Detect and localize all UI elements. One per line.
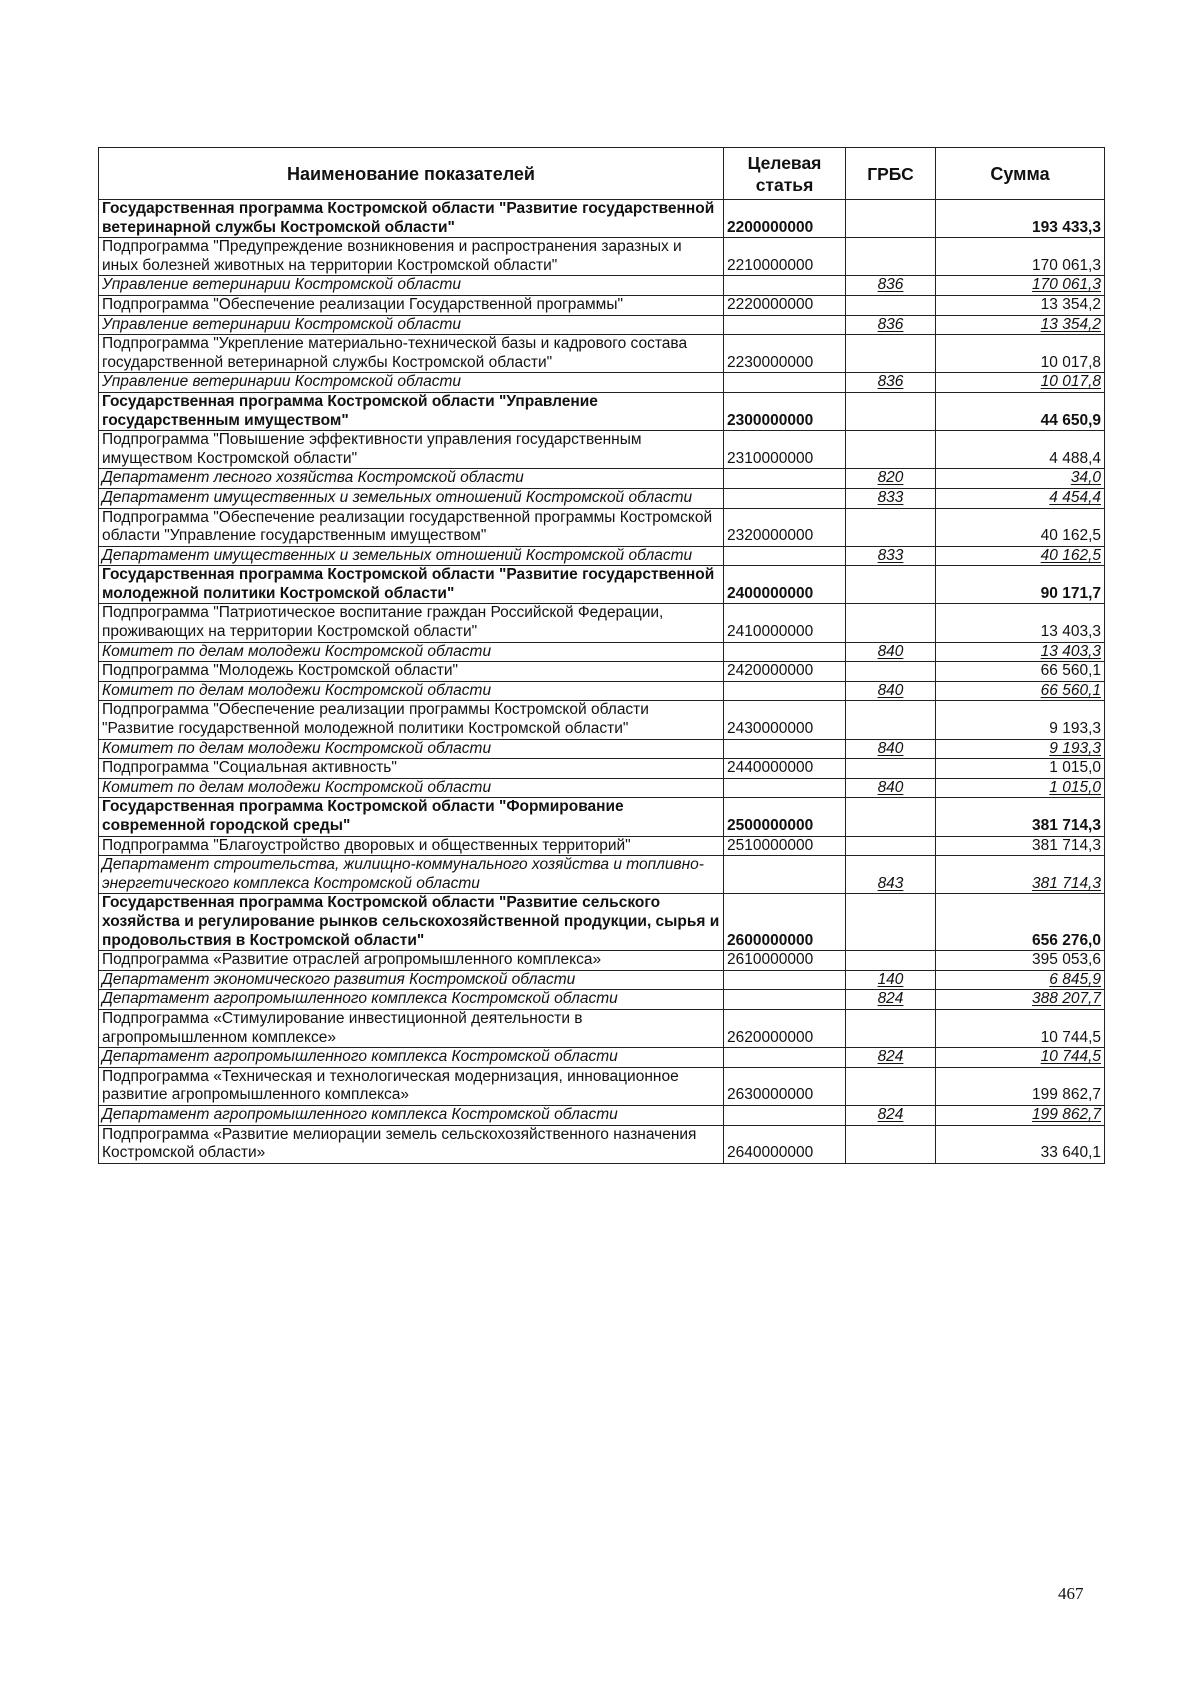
cell-sum: 10 017,8 (936, 373, 1105, 393)
table-row-subprogram (99, 662, 1105, 682)
table-row-subprogram (99, 604, 1105, 642)
cell-sum: 388 207,7 (936, 990, 1105, 1010)
cell-name: Департамент агропромышленного комплекса Костромской области (99, 1105, 724, 1125)
cell-sum: 4 488,4 (936, 431, 1105, 469)
table-row-department (99, 546, 1105, 566)
cell-grbs: 833 (846, 488, 936, 508)
cell-grbs (846, 1009, 936, 1047)
cell-target-article (724, 373, 846, 393)
cell-name: Государственная программа Костромской области "Формирование современной городской среды" (99, 798, 724, 836)
cell-name: Управление ветеринарии Костромской области (99, 373, 724, 393)
cell-target-article (724, 546, 846, 566)
cell-sum: 10 744,5 (936, 1009, 1105, 1047)
cell-sum: 66 560,1 (936, 662, 1105, 682)
cell-sum: 4 454,4 (936, 488, 1105, 508)
cell-name: Подпрограмма "Патриотическое воспитание граждан Российской Федерации, проживающих на территории Костромской области" (99, 604, 724, 642)
cell-sum: 199 862,7 (936, 1067, 1105, 1105)
cell-sum: 9 193,3 (936, 701, 1105, 739)
cell-name: Государственная программа Костромской области "Развитие государственной ветеринарной службы Костромской области" (99, 200, 724, 238)
cell-name: Государственная программа Костромской области "Управление государственным имуществом" (99, 392, 724, 430)
cell-grbs (846, 335, 936, 373)
cell-target-article (724, 276, 846, 296)
cell-name: Подпрограмма "Повышение эффективности управления государственным имуществом Костромской области" (99, 431, 724, 469)
cell-name: Подпрограмма "Обеспечение реализации Государственной программы" (99, 295, 724, 315)
cell-sum: 66 560,1 (936, 681, 1105, 701)
cell-grbs (846, 662, 936, 682)
cell-target-article: 2220000000 (724, 295, 846, 315)
table-row-program (99, 798, 1105, 836)
cell-target-article (724, 488, 846, 508)
cell-grbs (846, 392, 936, 430)
cell-sum: 90 171,7 (936, 566, 1105, 604)
cell-target-article: 2440000000 (724, 759, 846, 779)
table-row-subprogram (99, 759, 1105, 779)
cell-target-article (724, 778, 846, 798)
cell-grbs: 824 (846, 990, 936, 1010)
cell-sum: 170 061,3 (936, 238, 1105, 276)
cell-name: Подпрограмма "Обеспечение реализации программы Костромской области "Развитие государственной молодежной политики Костромской области" (99, 701, 724, 739)
cell-grbs (846, 1125, 936, 1163)
table-body (99, 200, 1105, 1164)
cell-target-article (724, 315, 846, 335)
cell-grbs (846, 604, 936, 642)
cell-grbs (846, 951, 936, 971)
cell-target-article (724, 1048, 846, 1068)
cell-target-article: 2420000000 (724, 662, 846, 682)
cell-sum: 395 053,6 (936, 951, 1105, 971)
cell-grbs: 836 (846, 276, 936, 296)
cell-grbs (846, 798, 936, 836)
table-row-department (99, 488, 1105, 508)
cell-name: Комитет по делам молодежи Костромской области (99, 642, 724, 662)
cell-name: Департамент лесного хозяйства Костромской области (99, 469, 724, 489)
cell-target-article (724, 856, 846, 894)
table-row-subprogram (99, 1125, 1105, 1163)
cell-name: Департамент агропромышленного комплекса Костромской области (99, 990, 724, 1010)
cell-grbs (846, 894, 936, 951)
cell-grbs: 840 (846, 778, 936, 798)
table-row-department (99, 856, 1105, 894)
cell-grbs: 836 (846, 373, 936, 393)
table-row-subprogram (99, 1009, 1105, 1047)
header-grbs: ГРБС (846, 148, 936, 200)
cell-name: Государственная программа Костромской области "Развитие государственной молодежной политики Костромской области" (99, 566, 724, 604)
cell-sum: 13 403,3 (936, 642, 1105, 662)
cell-grbs (846, 701, 936, 739)
cell-sum: 9 193,3 (936, 739, 1105, 759)
cell-target-article: 2320000000 (724, 508, 846, 546)
cell-name: Подпрограмма "Социальная активность" (99, 759, 724, 779)
cell-name: Подпрограмма «Стимулирование инвестиционной деятельности в агропромышленном комплексе» (99, 1009, 724, 1047)
cell-sum: 44 650,9 (936, 392, 1105, 430)
cell-name: Подпрограмма "Укрепление материально-технической базы и кадрового состава государственной ветеринарной службы Костромской области" (99, 335, 724, 373)
table-header-row (99, 148, 1105, 200)
cell-sum: 6 845,9 (936, 970, 1105, 990)
cell-sum: 10 017,8 (936, 335, 1105, 373)
table-row-subprogram (99, 238, 1105, 276)
table-row-subprogram (99, 836, 1105, 856)
cell-sum: 13 403,3 (936, 604, 1105, 642)
table-row-subprogram (99, 701, 1105, 739)
table-row-department (99, 1105, 1105, 1125)
cell-name: Комитет по делам молодежи Костромской области (99, 778, 724, 798)
cell-name: Департамент имущественных и земельных отношений Костромской области (99, 546, 724, 566)
cell-target-article: 2410000000 (724, 604, 846, 642)
cell-sum: 13 354,2 (936, 315, 1105, 335)
table-row-department (99, 1048, 1105, 1068)
cell-target-article: 2430000000 (724, 701, 846, 739)
table-row-department (99, 315, 1105, 335)
cell-sum: 199 862,7 (936, 1105, 1105, 1125)
cell-sum: 40 162,5 (936, 546, 1105, 566)
cell-target-article: 2610000000 (724, 951, 846, 971)
cell-grbs: 843 (846, 856, 936, 894)
cell-grbs (846, 836, 936, 856)
cell-sum: 33 640,1 (936, 1125, 1105, 1163)
table-row-department (99, 681, 1105, 701)
cell-target-article: 2230000000 (724, 335, 846, 373)
table-row-subprogram (99, 295, 1105, 315)
cell-grbs: 833 (846, 546, 936, 566)
cell-grbs (846, 200, 936, 238)
cell-target-article: 2640000000 (724, 1125, 846, 1163)
cell-name: Департамент строительства, жилищно-коммунального хозяйства и топливно-энергетического комплекса Костромской области (99, 856, 724, 894)
cell-grbs: 840 (846, 642, 936, 662)
table-row-department (99, 373, 1105, 393)
cell-sum: 193 433,3 (936, 200, 1105, 238)
budget-table (98, 147, 1105, 1164)
table-row-department (99, 970, 1105, 990)
cell-grbs: 140 (846, 970, 936, 990)
cell-name: Комитет по делам молодежи Костромской области (99, 739, 724, 759)
cell-target-article (724, 990, 846, 1010)
cell-target-article (724, 970, 846, 990)
cell-name: Подпрограмма "Предупреждение возникновения и распространения заразных и иных болезней животных на территории Костромской области" (99, 238, 724, 276)
cell-grbs (846, 759, 936, 779)
table-row-subprogram (99, 951, 1105, 971)
cell-target-article: 2620000000 (724, 1009, 846, 1047)
cell-name: Подпрограмма «Техническая и технологическая модернизация, инновационное развитие агропромышленного комплекса» (99, 1067, 724, 1105)
table-row-program (99, 894, 1105, 951)
cell-target-article: 2200000000 (724, 200, 846, 238)
cell-name: Подпрограмма "Обеспечение реализации государственной программы Костромской области "Управление государственным имуществом" (99, 508, 724, 546)
cell-target-article (724, 739, 846, 759)
cell-name: Управление ветеринарии Костромской области (99, 315, 724, 335)
cell-sum: 1 015,0 (936, 759, 1105, 779)
cell-target-article: 2310000000 (724, 431, 846, 469)
cell-name: Департамент агропромышленного комплекса Костромской области (99, 1048, 724, 1068)
cell-grbs: 824 (846, 1105, 936, 1125)
cell-grbs: 840 (846, 739, 936, 759)
cell-target-article: 2210000000 (724, 238, 846, 276)
cell-sum: 40 162,5 (936, 508, 1105, 546)
table-row-department (99, 778, 1105, 798)
header-target-article: Целевая статья (724, 148, 846, 200)
cell-grbs (846, 508, 936, 546)
cell-name: Комитет по делам молодежи Костромской области (99, 681, 724, 701)
cell-name: Государственная программа Костромской области "Развитие сельского хозяйства и регулирование рынков сельскохозяйственной продукции, сырья и продовольствия в Костромской области" (99, 894, 724, 951)
header-sum: Сумма (936, 148, 1105, 200)
cell-name: Подпрограмма «Развитие мелиорации земель сельскохозяйственного назначения Костромской области» (99, 1125, 724, 1163)
cell-grbs: 840 (846, 681, 936, 701)
table-row-department (99, 642, 1105, 662)
cell-name: Управление ветеринарии Костромской области (99, 276, 724, 296)
table-row-program (99, 392, 1105, 430)
header-name: Наименование показателей (99, 148, 724, 200)
cell-name: Подпрограмма "Молодежь Костромской области" (99, 662, 724, 682)
cell-target-article: 2400000000 (724, 566, 846, 604)
table-row-subprogram (99, 335, 1105, 373)
cell-sum: 34,0 (936, 469, 1105, 489)
cell-sum: 10 744,5 (936, 1048, 1105, 1068)
cell-grbs (846, 295, 936, 315)
table-row-department (99, 276, 1105, 296)
cell-sum: 656 276,0 (936, 894, 1105, 951)
cell-target-article (724, 469, 846, 489)
table-row-subprogram (99, 431, 1105, 469)
cell-grbs (846, 238, 936, 276)
table-row-program (99, 200, 1105, 238)
cell-sum: 381 714,3 (936, 836, 1105, 856)
cell-sum: 170 061,3 (936, 276, 1105, 296)
cell-grbs (846, 431, 936, 469)
cell-name: Подпрограмма «Развитие отраслей агропромышленного комплекса» (99, 951, 724, 971)
table-row-department (99, 990, 1105, 1010)
cell-target-article: 2600000000 (724, 894, 846, 951)
cell-name: Подпрограмма "Благоустройство дворовых и общественных территорий" (99, 836, 724, 856)
cell-sum: 1 015,0 (936, 778, 1105, 798)
table-row-subprogram (99, 1067, 1105, 1105)
cell-target-article: 2300000000 (724, 392, 846, 430)
cell-sum: 13 354,2 (936, 295, 1105, 315)
page-number: 467 (1058, 1584, 1084, 1603)
cell-target-article (724, 1105, 846, 1125)
table-row-department (99, 739, 1105, 759)
cell-sum: 381 714,3 (936, 798, 1105, 836)
cell-sum: 381 714,3 (936, 856, 1105, 894)
cell-name: Департамент экономического развития Костромской области (99, 970, 724, 990)
cell-grbs: 820 (846, 469, 936, 489)
cell-grbs (846, 566, 936, 604)
cell-target-article: 2630000000 (724, 1067, 846, 1105)
table-row-subprogram (99, 508, 1105, 546)
cell-grbs: 836 (846, 315, 936, 335)
cell-grbs: 824 (846, 1048, 936, 1068)
cell-target-article (724, 681, 846, 701)
cell-target-article: 2510000000 (724, 836, 846, 856)
cell-target-article (724, 642, 846, 662)
cell-name: Департамент имущественных и земельных отношений Костромской области (99, 488, 724, 508)
cell-grbs (846, 1067, 936, 1105)
cell-target-article: 2500000000 (724, 798, 846, 836)
table-row-program (99, 566, 1105, 604)
table-row-department (99, 469, 1105, 489)
